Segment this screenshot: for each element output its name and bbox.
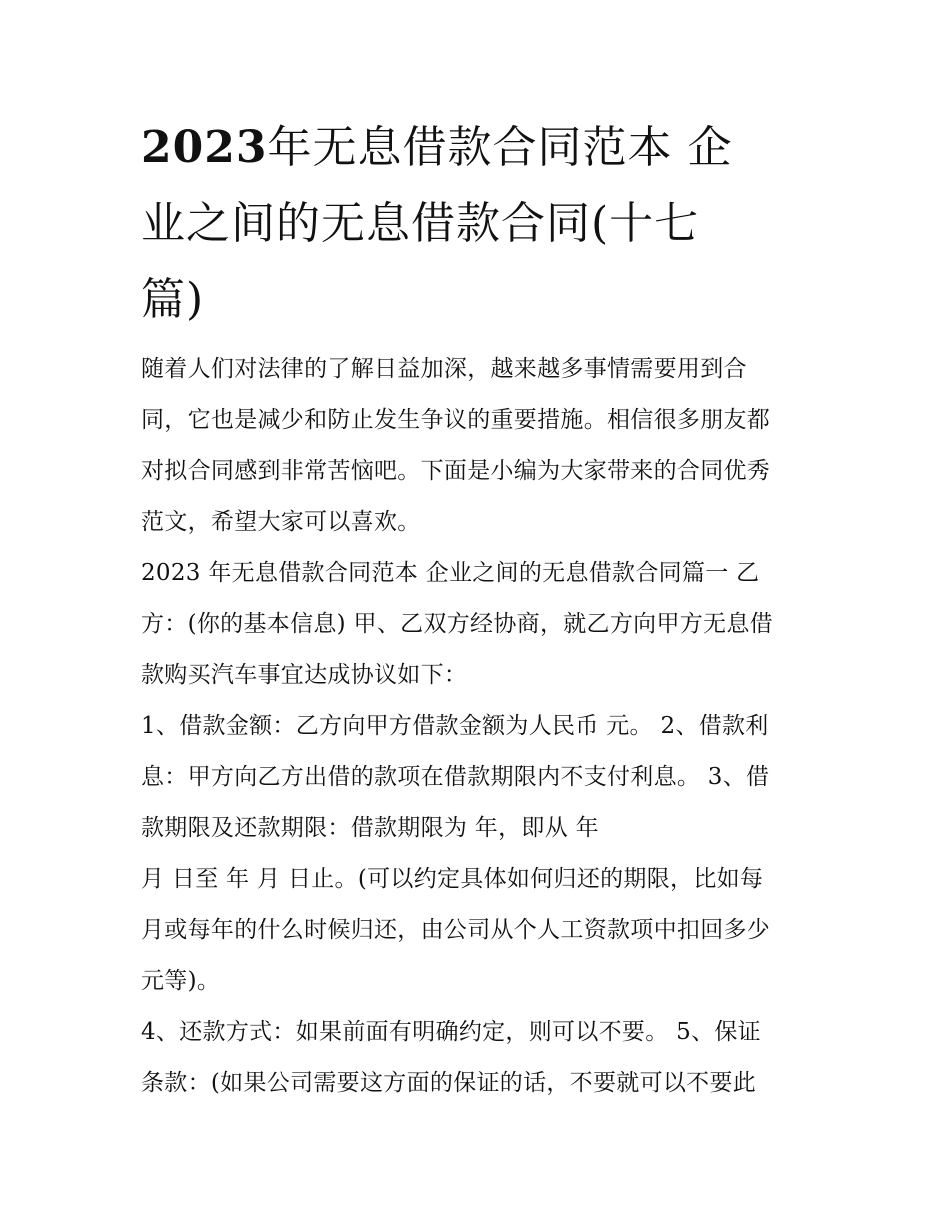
paragraph-line: 元等)。 xyxy=(141,968,221,994)
paragraph-clauses-4-5 xyxy=(141,1007,821,1109)
paragraph-line: 息：甲方向乙方出借的款项在借款期限内不支付利息。 3、借 xyxy=(141,764,770,790)
paragraph-line: 4、还款方式：如果前面有明确约定，则可以不要。 5、保证 xyxy=(141,1019,761,1045)
title-line-3: 篇) xyxy=(141,274,205,325)
paragraph-line: 范文，希望大家可以喜欢。 xyxy=(141,509,421,535)
document-title xyxy=(141,110,821,338)
paragraph-line: 2023 年无息借款合同范本 企业之间的无息借款合同篇一 乙 xyxy=(141,560,760,586)
paragraph-line: 同，它也是减少和防止发生争议的重要措施。相信很多朋友都 xyxy=(141,407,771,433)
title-year: 2023 xyxy=(141,122,268,173)
paragraph-line: 款期限及还款期限：借款期限为 年，即从 年 xyxy=(141,815,599,841)
paragraph-line: 月或每年的什么时候归还，由公司从个人工资款项中扣回多少 xyxy=(141,917,771,943)
paragraph-line: 1、借款金额：乙方向甲方借款金额为人民币 元。 2、借款利 xyxy=(141,713,769,739)
paragraph-line: 条款：(如果公司需要这方面的保证的话，不要就可以不要此 xyxy=(141,1070,757,1096)
paragraph-clauses-1-3 xyxy=(141,701,821,1007)
paragraph-line: 对拟合同感到非常苦恼吧。下面是小编为大家带来的合同优秀 xyxy=(141,458,771,484)
paragraph-contract-heading xyxy=(141,548,821,701)
title-line-1 xyxy=(141,110,821,186)
document-body xyxy=(141,110,821,1109)
paragraph-line: 月 日至 年 月 日止。(可以约定具体如何归还的期限，比如每 xyxy=(141,866,764,892)
paragraph-line: 随着人们对法律的了解日益加深，越来越多事情需要用到合 xyxy=(141,356,747,382)
paragraph-line: 款购买汽车事宜达成协议如下： xyxy=(141,662,468,688)
title-line-1-text: 年无息借款合同范本 企 xyxy=(267,122,733,173)
paragraph-intro xyxy=(141,344,821,548)
title-line-2: 业之间的无息借款合同(十七 xyxy=(141,198,700,249)
paragraph-line: 方：(你的基本信息) 甲、乙双方经协商，就乙方向甲方无息借 xyxy=(141,611,773,637)
